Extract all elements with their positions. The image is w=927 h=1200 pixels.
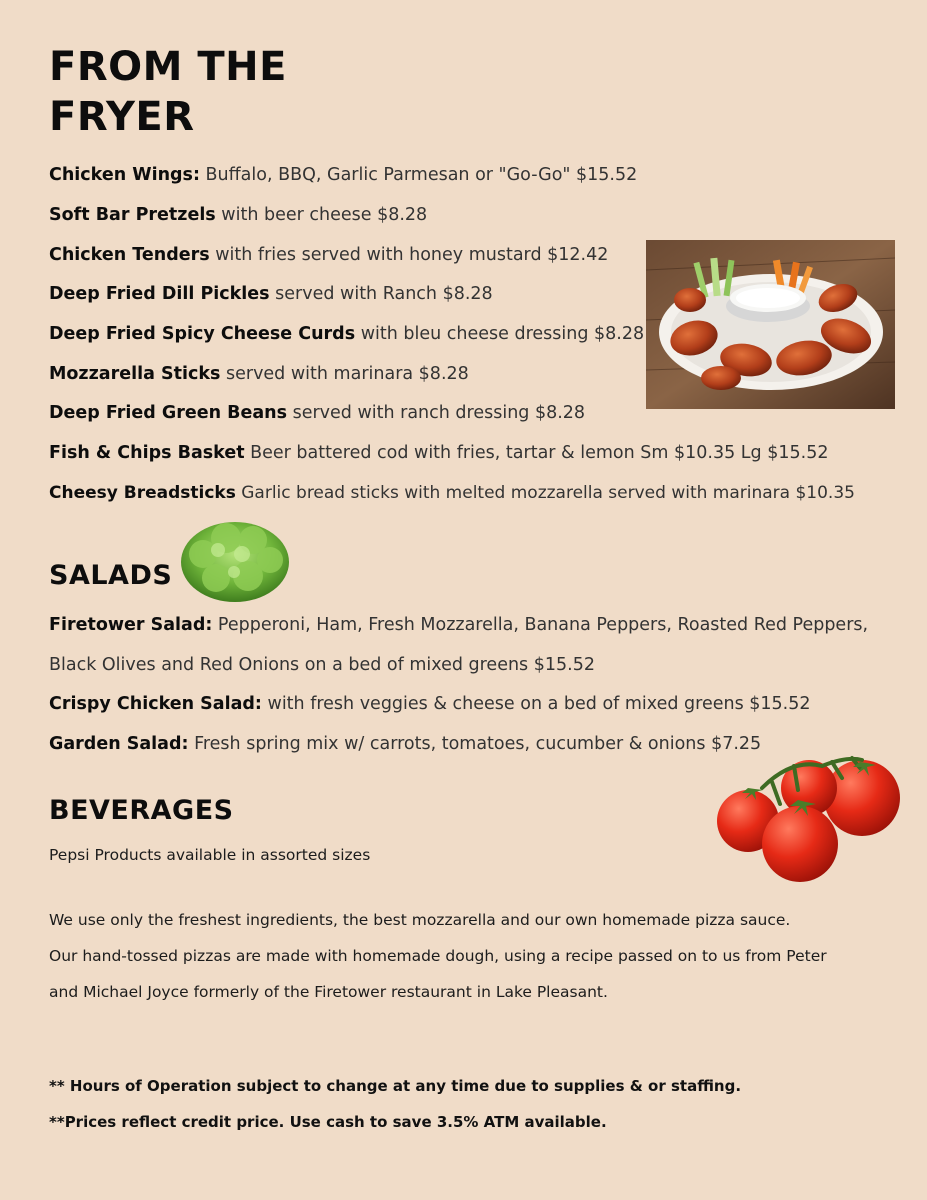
beverages-text: Pepsi Products available in assorted sizes [49,846,371,864]
hours-note: ** Hours of Operation subject to change at any time due to supplies & or staffing. [49,1077,742,1095]
chicken-wings-photo [646,240,895,409]
item-desc: served with ranch dressing $8.28 [287,403,586,423]
menu-item [49,605,868,645]
item-name: Chicken Tenders [49,245,210,265]
fryer-title [49,42,287,142]
item-desc: Fresh spring mix w/ carrots, tomatoes, cucumber & onions $7.25 [188,734,762,754]
menu-item [49,433,828,473]
prices-note: **Prices reflect credit price. Use cash to save 3.5% ATM available. [49,1113,607,1131]
item-desc: served with Ranch $8.28 [269,284,493,304]
item-desc: with bleu cheese dressing $8.28 [355,324,645,344]
tomatoes-illustration [712,748,907,883]
item-desc: Beer battered cod with fries, tartar & lemon Sm $10.35 Lg $15.52 [244,443,829,463]
item-name: Firetower Salad: [49,615,213,635]
menu-item [49,724,761,764]
menu-item [49,473,855,513]
item-desc: with fresh veggies & cheese on a bed of mixed greens $15.52 [261,694,811,714]
item-name: Garden Salad: [49,734,189,754]
menu-item [49,393,585,433]
fryer-title-line1: FROM THE [49,44,287,90]
item-name: Fish & Chips Basket [49,443,245,463]
item-name: Chicken Wings: [49,165,200,185]
item-name: Deep Fried Green Beans [49,403,288,423]
about-line: Our hand-tossed pizzas are made with homemade dough, using a recipe passed on to us from Peter [49,947,827,965]
menu-item [49,235,608,275]
item-desc: with fries served with honey mustard $12.42 [209,245,609,265]
menu-item [49,155,637,195]
item-name: Soft Bar Pretzels [49,205,216,225]
about-line: We use only the freshest ingredients, the best mozzarella and our own homemade pizza sauce. [49,911,791,929]
lettuce-illustration [178,516,292,604]
about-text [49,902,909,1010]
item-name: Deep Fried Dill Pickles [49,284,270,304]
item-desc: Black Olives and Red Onions on a bed of mixed greens $15.52 [49,655,595,675]
item-desc: served with marinara $8.28 [220,364,469,384]
item-name: Mozzarella Sticks [49,364,221,384]
item-name: Cheesy Breadsticks [49,483,236,503]
menu-item-continued [49,645,595,685]
beverages-title: BEVERAGES [49,795,234,826]
menu-item [49,195,427,235]
item-desc: Buffalo, BBQ, Garlic Parmesan or "Go-Go" $15.52 [199,165,638,185]
menu-item [49,314,644,354]
menu-item [49,354,469,394]
menu-item [49,274,493,314]
salads-title: SALADS [49,560,173,591]
item-name: Crispy Chicken Salad: [49,694,262,714]
fryer-title-line2: FRYER [49,94,195,140]
item-desc: Pepperoni, Ham, Fresh Mozzarella, Banana Peppers, Roasted Red Peppers, [212,615,869,635]
about-line: and Michael Joyce formerly of the Firetower restaurant in Lake Pleasant. [49,983,608,1001]
item-name: Deep Fried Spicy Cheese Curds [49,324,356,344]
item-desc: with beer cheese $8.28 [215,205,428,225]
menu-item [49,684,811,724]
item-desc: Garlic bread sticks with melted mozzarella served with marinara $10.35 [235,483,855,503]
